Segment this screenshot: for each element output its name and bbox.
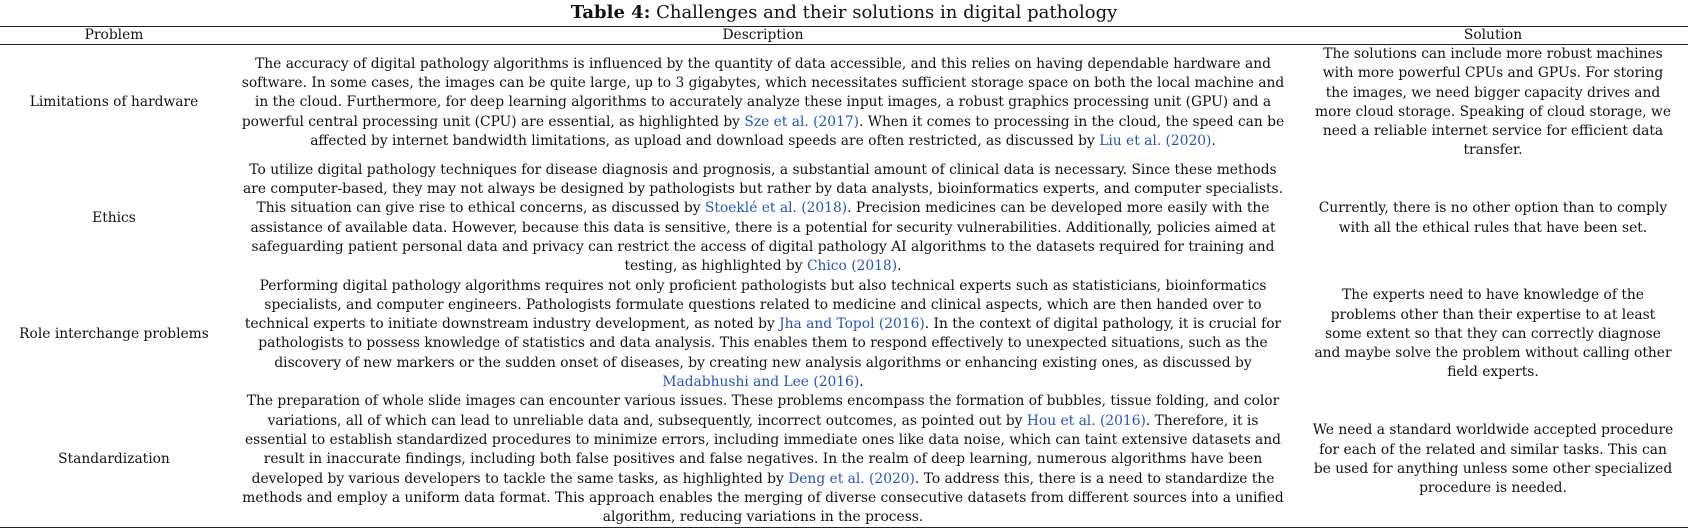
table-caption [0,2,1688,24]
description-text: . [1211,132,1216,149]
header-problem: Problem [0,27,228,45]
table-row [0,161,1688,277]
description-cell [228,45,1298,161]
table-row [0,45,1688,161]
description-text: To utilize digital pathology techniques for disease diagnosis and prognosis, a substantial amount of clinical data is necessary. Since these methods are computer-based, they may not always be designed by pathologists but rather by data analysts, bioinformatics experts, and computer specialists. This situation can give rise to ethical concerns, as discussed by [243,161,1283,217]
header-row [0,27,1688,45]
description-text: The preparation of whole slide images can encounter various issues. These problems encompass the formation of bubbles, tissue folding, and color variations, all of which can lead to unreliable data and, subsequently, incorrect outcomes, as pointed out by [246,393,1280,429]
problem-cell: Role interchange problems [19,325,209,342]
citation-link[interactable]: Sze et al. (2017) [744,113,860,130]
description-text: . Precision medicines can be developed more easily with the assistance of available data. However, because this data is sensitive, there is a potential for security vulnerabilities. Additionally, policies aimed at safeguarding patient personal data and privacy can restrict the access of digital pathology AI algorithms to the datasets required for training and testing, as highlighted by [250,200,1276,275]
table-row [0,277,1688,393]
caption-text: Challenges and their solutions in digital pathology [650,2,1118,23]
citation-link[interactable]: Madabhushi and Lee (2016) [662,374,860,391]
description-text: . [897,258,902,275]
header-solution: Solution [1298,27,1688,45]
citation-link[interactable]: Hou et al. (2016) [1026,412,1146,429]
description-text: Performing digital pathology algorithms requires not only proficient pathologists but also technical experts such as statisticians, bioinformatics specialists, and computer engineers. Pathologists formulate questions related to medicine and clinical aspects, which are then handed over to technical experts to initiate downstream industry development, as noted by [244,277,1267,333]
description-text: . To address this, there is a need to standardize the methods and employ a uniform data format. This approach enables the merging of diverse consecutive datasets from different sources into a unified algorithm, reducing variations in the process. [242,470,1284,526]
description-text: . When it comes to processing in the cloud, the speed can be affected by internet bandwidth limitations, as upload and download speeds are often restricted, as discussed by [310,113,1285,149]
description-text: . Therefore, it is essential to establish standardized procedures to minimize errors, including immediate ones like data noise, which can taint extensive datasets and result in inaccurate findings, including both false positives and false negatives. In the realm of deep learning, numerous algorithms have been developed by various developers to tackle the same tasks, as highlighted by [244,412,1282,487]
description-cell [228,277,1298,393]
caption-label: Table 4: [570,2,651,23]
solution-cell: The solutions can include more robust machines with more powerful CPUs and GPUs. For storing the images, we need bigger capacity drives and more cloud storage. Speaking of cloud storage, we need a reliable internet service for efficient data transfer. [1315,46,1671,159]
description-cell [228,161,1298,277]
challenges-table [0,26,1688,528]
solution-cell: The experts need to have knowledge of the problems other than their expertise to at least some extent so that they can correctly diagnose and maybe solve the problem without calling other field experts. [1314,287,1672,381]
description-cell [228,392,1298,528]
description-text: . In the context of digital pathology, it is crucial for pathologists to possess knowledge of statistics and data analysis. This enables them to respond effectively to unexpected situations, such as the discovery of new markers or the sudden onset of diseases, by creating new analysis algorithms or enhancing existing ones, as discussed by [258,316,1282,371]
citation-link[interactable]: Jha and Topol (2016) [779,316,925,333]
problem-cell: Standardization [0,392,228,528]
citation-link[interactable]: Chico (2018) [806,258,898,275]
description-text: The accuracy of digital pathology algorithms is influenced by the quantity of data accessible, and this relies on having dependable hardware and software. In some cases, the images can be quite large, up to 3 gigabytes, which necessitates sufficient storage space on both the local machine and in the cloud. Furthermore, for deep learning algorithms to accurately analyze these input images, a robust graphics processing unit (GPU) and a powerful central processing unit (CPU) are essential, as highlighted by [241,55,1285,130]
description-text: . [859,374,864,391]
solution-cell: We need a standard worldwide accepted procedure for each of the related and similar tasks. This can be used for anything unless some other specialized procedure is needed. [1298,392,1688,528]
citation-link[interactable]: Liu et al. (2020) [1099,132,1212,149]
problem-cell: Ethics [92,210,136,227]
citation-link[interactable]: Deng et al. (2020) [788,470,915,487]
problem-cell: Limitations of hardware [29,94,199,111]
header-description: Description [228,27,1298,45]
citation-link[interactable]: Stoeklé et al. (2018) [704,200,848,217]
solution-cell: Currently, there is no other option than to comply with all the ethical rules that have been set. [1318,200,1668,236]
table-row [0,392,1688,528]
